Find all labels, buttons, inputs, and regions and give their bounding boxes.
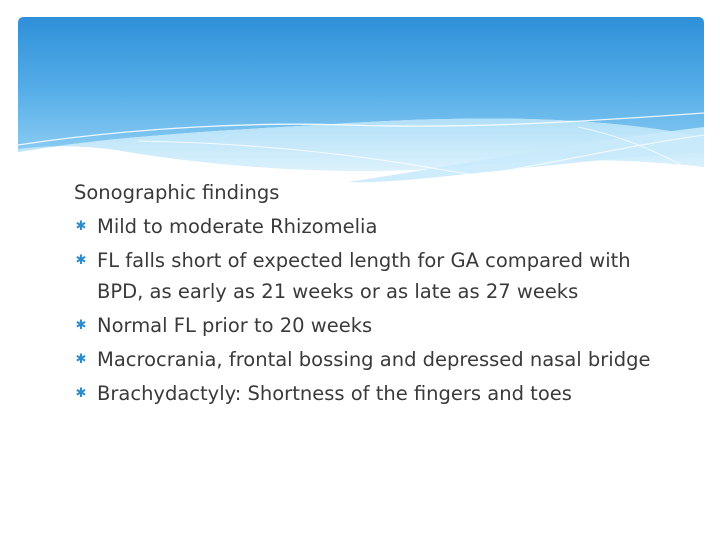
bullet-list — [74, 211, 674, 409]
asterisk-icon: ✱ — [75, 386, 87, 401]
list-item-text: Brachydactyly: Shortness of the fingers and toes — [97, 382, 572, 405]
header-wave-band — [18, 17, 704, 197]
list-item-text: Mild to moderate Rhizomelia — [97, 215, 378, 238]
asterisk-icon: ✱ — [75, 219, 87, 234]
list-item-text: Normal FL prior to 20 weeks — [97, 314, 373, 337]
wave-graphic — [18, 17, 704, 197]
list-item-text: FL falls short of expected length for GA compared with BPD, as early as 21 weeks or as late as 27 weeks — [97, 249, 631, 303]
list-item — [74, 211, 674, 242]
list-item — [74, 245, 674, 307]
asterisk-icon: ✱ — [75, 253, 87, 268]
asterisk-icon: ✱ — [75, 318, 87, 333]
list-item — [74, 344, 674, 375]
list-item-text: Macrocrania, frontal bossing and depressed nasal bridge — [97, 348, 651, 371]
section-heading: Sonographic findings — [74, 181, 280, 204]
list-item — [74, 310, 674, 341]
asterisk-icon: ✱ — [75, 352, 87, 367]
list-item — [74, 378, 674, 409]
slide-content — [74, 177, 674, 409]
